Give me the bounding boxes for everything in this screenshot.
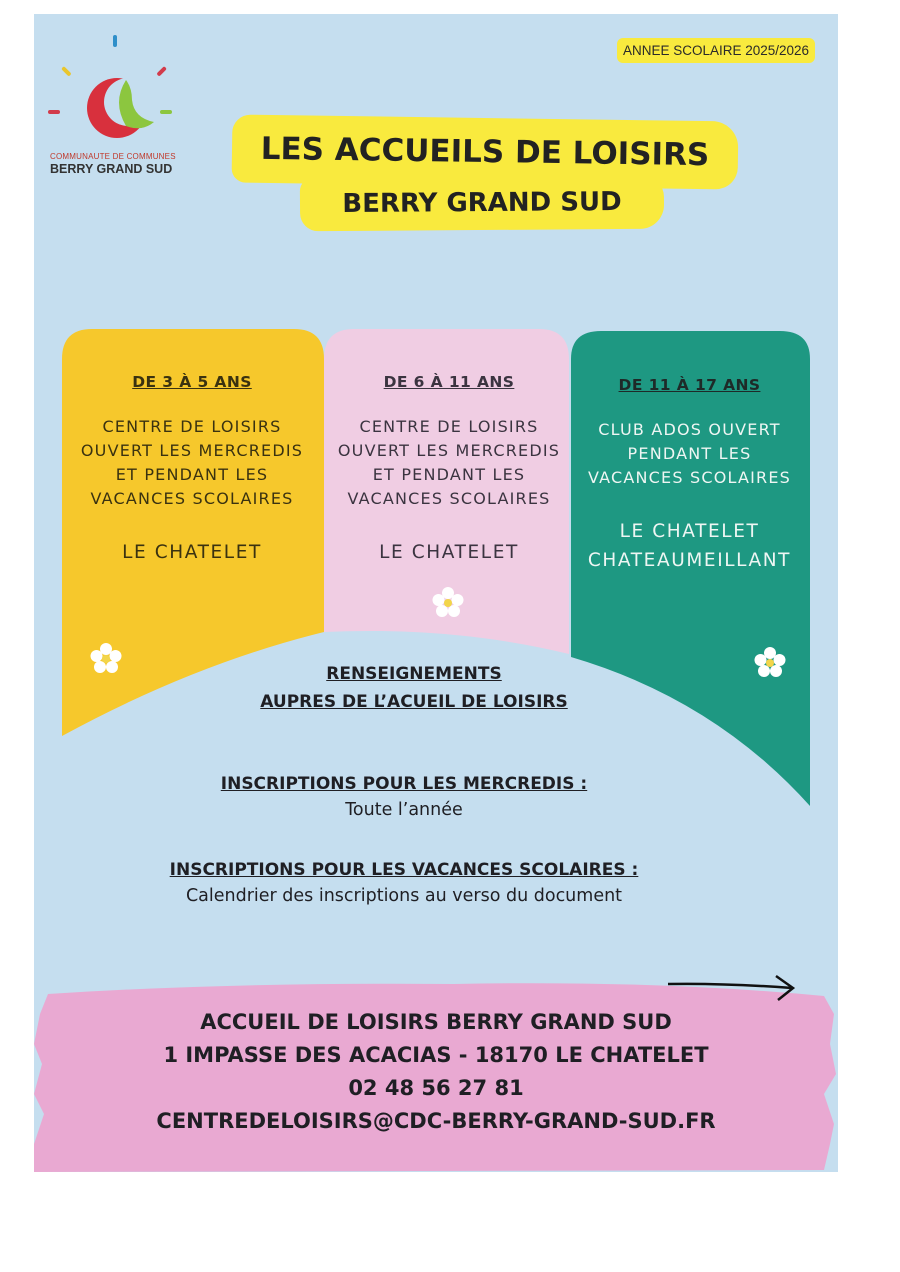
flower-icon [89,642,123,676]
arrow-right-icon [664,972,804,1006]
registration-text: Calendrier des inscriptions au verso du document [185,886,623,906]
card-6-11-years [329,329,569,567]
card-desc-line: PENDANT LES [627,444,752,463]
logo-title: BERRY GRAND SUD [50,162,173,176]
card-age-range: DE 3 À 5 ANS [132,373,252,391]
card-3-5-years [67,329,317,567]
contact-block [34,1006,838,1138]
flower-icon [753,646,787,680]
card-location: CHATEAUMEILLANT [587,550,792,571]
card-desc-line: CENTRE DE LOISIRS [102,417,282,436]
organization-logo [42,30,182,180]
wednesday-registration [134,774,674,820]
card-description [571,418,808,490]
contact-email[interactable]: CENTREDELOISIRS@CDC-BERRY-GRAND-SUD.FR [156,1109,716,1133]
info-heading [214,660,614,716]
card-desc-line: VACANCES SCOLAIRES [347,489,551,508]
logo-subtitle: COMMUNAUTE DE COMMUNES [50,152,176,161]
contact-name: ACCUEIL DE LOISIRS BERRY GRAND SUD [200,1010,672,1034]
card-desc-line: CENTRE DE LOISIRS [359,417,539,436]
card-age-range: DE 11 À 17 ANS [618,376,761,394]
card-desc-line: OUVERT LES MERCREDIS [80,441,304,460]
card-description [329,415,569,511]
flyer-page [34,14,838,1172]
card-location: LE CHATELET [379,542,519,563]
card-desc-line: CLUB ADOS OUVERT [598,420,781,439]
page-title: LES ACCUEILS DE LOISIRS [232,114,739,189]
card-description [67,415,317,511]
registration-text: Toute l’année [345,800,463,820]
card-11-17-years [571,329,808,575]
card-desc-line: VACANCES SCOLAIRES [90,489,294,508]
holiday-registration [94,860,714,906]
info-heading-line: RENSEIGNEMENTS [326,664,502,684]
card-desc-line: ET PENDANT LES [115,465,269,484]
card-desc-line: OUVERT LES MERCREDIS [337,441,561,460]
contact-phone[interactable]: 02 48 56 27 81 [348,1076,524,1100]
moon-logo-icon [42,30,182,150]
card-location: LE CHATELET [619,521,760,542]
card-location: LE CHATELET [122,542,262,563]
card-age-range: DE 6 À 11 ANS [383,373,515,391]
registration-heading: INSCRIPTIONS POUR LES VACANCES SCOLAIRES : [169,860,639,880]
flower-icon [431,586,465,620]
school-year-badge: ANNEE SCOLAIRE 2025/2026 [617,38,815,63]
info-heading-line: AUPRES DE L’ACUEIL DE LOISIRS [260,692,568,712]
card-locations [571,517,808,575]
contact-address: 1 IMPASSE DES ACACIAS - 18170 LE CHATELET [163,1043,709,1067]
card-desc-line: ET PENDANT LES [372,465,526,484]
registration-heading: INSCRIPTIONS POUR LES MERCREDIS : [220,774,588,794]
page-subtitle: BERRY GRAND SUD [300,175,664,232]
card-desc-line: VACANCES SCOLAIRES [587,468,792,487]
